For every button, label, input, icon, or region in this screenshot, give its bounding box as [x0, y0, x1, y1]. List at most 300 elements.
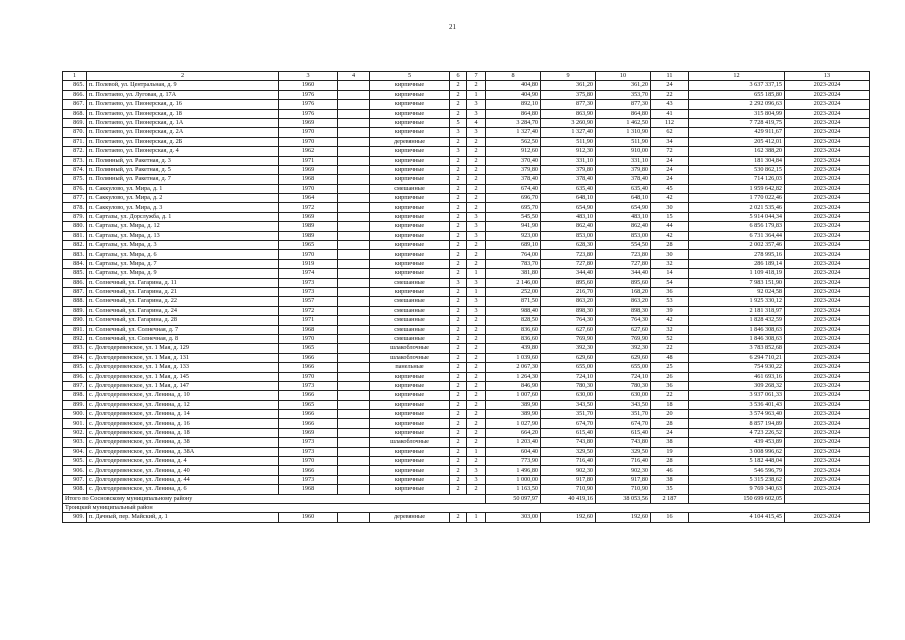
- table-cell: п. Сартазы, ул. Мира, д. 12: [87, 222, 279, 231]
- table-cell: 871.: [63, 137, 87, 146]
- table-cell: 48: [651, 353, 689, 362]
- table-cell: п. Саккулово, ул. Мира, д. 3: [87, 203, 279, 212]
- table-cell: кирпичные: [370, 457, 450, 466]
- table-cell: кирпичные: [370, 447, 450, 456]
- table-cell: 900.: [63, 410, 87, 419]
- table-cell: 351,70: [596, 410, 651, 419]
- table-cell: 439 453,89: [689, 438, 785, 447]
- table-cell: 867.: [63, 100, 87, 109]
- table-cell: 2: [467, 353, 486, 362]
- table-row: [63, 334, 870, 343]
- table-cell: [338, 297, 370, 306]
- table-cell: 716,40: [541, 457, 596, 466]
- table-cell: 1974: [279, 269, 338, 278]
- table-cell: [338, 513, 370, 522]
- table-cell: 2023-2024: [785, 184, 870, 193]
- table-cell: 5: [450, 118, 467, 127]
- total-area-residential: 38 053,56: [596, 494, 651, 503]
- table-cell: 895,60: [541, 278, 596, 287]
- table-cell: 872.: [63, 147, 87, 156]
- table-cell: 892.: [63, 334, 87, 343]
- table-cell: 2023-2024: [785, 278, 870, 287]
- table-cell: п. Полетаево, ул. Пионерская, д. 18: [87, 109, 279, 118]
- table-cell: 869.: [63, 118, 87, 127]
- table-cell: [338, 400, 370, 409]
- table-cell: 2: [450, 447, 467, 456]
- table-cell: 764,30: [541, 316, 596, 325]
- table-cell: [338, 175, 370, 184]
- table-cell: 917,80: [596, 475, 651, 484]
- table-cell: 1968: [279, 485, 338, 494]
- table-cell: [338, 419, 370, 428]
- table-cell: смешанные: [370, 316, 450, 325]
- table-cell: 2023-2024: [785, 363, 870, 372]
- table-cell: 883.: [63, 250, 87, 259]
- table-cell: 2: [450, 231, 467, 240]
- table-cell: 674,70: [541, 419, 596, 428]
- table-cell: 2023-2024: [785, 316, 870, 325]
- table-cell: 2023-2024: [785, 241, 870, 250]
- table-cell: 1: [467, 90, 486, 99]
- table-cell: 2: [450, 184, 467, 193]
- table-cell: с. Долгодеревенское, ул. Ленина, д. 16: [87, 419, 279, 428]
- table-cell: 353,70: [596, 90, 651, 99]
- table-cell: 655 185,80: [689, 90, 785, 99]
- table-cell: 2023-2024: [785, 372, 870, 381]
- table-cell: 22: [651, 391, 689, 400]
- table-cell: 908.: [63, 485, 87, 494]
- table-row: [63, 325, 870, 334]
- table-cell: п. Дачный, пер. Майский, д. 1: [87, 513, 279, 522]
- table-cell: [338, 165, 370, 174]
- table-cell: 315 804,99: [689, 109, 785, 118]
- table-cell: 696,70: [486, 194, 541, 203]
- table-cell: 876.: [63, 184, 87, 193]
- table-cell: 723,80: [596, 250, 651, 259]
- table-cell: 483,10: [541, 212, 596, 221]
- table-row: [63, 344, 870, 353]
- table-cell: 2: [450, 212, 467, 221]
- table-cell: п. Полянный, ул. Ракетная, д. 5: [87, 165, 279, 174]
- table-cell: 899.: [63, 400, 87, 409]
- table-cell: 879.: [63, 212, 87, 221]
- table-cell: 1 310,90: [596, 128, 651, 137]
- table-cell: [338, 381, 370, 390]
- table-cell: 877.: [63, 194, 87, 203]
- table-cell: шлакоблочные: [370, 344, 450, 353]
- table-cell: 853,00: [541, 231, 596, 240]
- table-cell: 723,80: [541, 250, 596, 259]
- table-cell: 3: [467, 231, 486, 240]
- table-cell: 4 104 415,45: [689, 513, 785, 522]
- column-header: 5: [370, 72, 450, 81]
- table-row: [63, 203, 870, 212]
- table-cell: 2: [467, 381, 486, 390]
- table-cell: 2023-2024: [785, 485, 870, 494]
- table-cell: 331,10: [596, 156, 651, 165]
- table-cell: 836,60: [486, 325, 541, 334]
- table-cell: 2: [467, 325, 486, 334]
- table-cell: с. Долгодеревенское, ул. Ленина, д. 18: [87, 428, 279, 437]
- table-cell: 917,80: [541, 475, 596, 484]
- table-cell: с. Долгодеревенское, ул. Ленина, д. 38А: [87, 447, 279, 456]
- table-cell: п. Саккулово, ул. Мира, д. 2: [87, 194, 279, 203]
- table-cell: 53: [651, 297, 689, 306]
- table-cell: 3: [467, 278, 486, 287]
- table-cell: 1973: [279, 278, 338, 287]
- table-cell: 1965: [279, 241, 338, 250]
- table-cell: 1970: [279, 250, 338, 259]
- total-row: [63, 494, 870, 503]
- table-cell: 648,10: [541, 194, 596, 203]
- table-cell: 1968: [279, 325, 338, 334]
- table-cell: 1966: [279, 410, 338, 419]
- table-cell: 1: [467, 513, 486, 522]
- table-cell: [338, 447, 370, 456]
- table-cell: 2023-2024: [785, 259, 870, 268]
- table-cell: 1 959 642,82: [689, 184, 785, 193]
- table-row: [63, 250, 870, 259]
- table-cell: 16: [651, 513, 689, 522]
- table-row: [63, 259, 870, 268]
- table-cell: [338, 269, 370, 278]
- table-cell: п. Полянный, ул. Ракетная, д. 3: [87, 156, 279, 165]
- table-cell: 1972: [279, 203, 338, 212]
- table-cell: 1968: [279, 175, 338, 184]
- table-cell: 2: [467, 316, 486, 325]
- table-cell: 22: [651, 90, 689, 99]
- table-cell: 2: [450, 475, 467, 484]
- table-cell: 52: [651, 334, 689, 343]
- table-cell: 2: [450, 316, 467, 325]
- table-cell: 888.: [63, 297, 87, 306]
- table-cell: [338, 184, 370, 193]
- table-cell: 429 911,67: [689, 128, 785, 137]
- column-header: 11: [651, 72, 689, 81]
- table-cell: 1 496,80: [486, 466, 541, 475]
- table-cell: 1 109 418,19: [689, 269, 785, 278]
- table-cell: 2: [450, 334, 467, 343]
- table-cell: 43: [651, 100, 689, 109]
- table-cell: 2: [450, 466, 467, 475]
- table-cell: 2023-2024: [785, 325, 870, 334]
- table-cell: 3: [467, 306, 486, 315]
- table-cell: 689,10: [486, 241, 541, 250]
- table-cell: 343,50: [596, 400, 651, 409]
- table-cell: [338, 109, 370, 118]
- table-cell: 2: [467, 184, 486, 193]
- table-cell: с. Долгодеревенское, ул. Ленина, д. 6: [87, 485, 279, 494]
- table-cell: 2: [467, 485, 486, 494]
- table-cell: 2: [450, 457, 467, 466]
- table-body: [63, 81, 870, 522]
- table-cell: 615,40: [541, 428, 596, 437]
- table-row: [63, 194, 870, 203]
- table-cell: кирпичные: [370, 128, 450, 137]
- table-cell: с. Долгодеревенское, ул. Ленина, д. 44: [87, 475, 279, 484]
- table-cell: 378,40: [596, 175, 651, 184]
- table-cell: 2: [450, 438, 467, 447]
- table-cell: п. Сартазы, ул. Мира, д. 3: [87, 241, 279, 250]
- table-cell: 168,20: [596, 287, 651, 296]
- column-header: 13: [785, 72, 870, 81]
- table-cell: 1966: [279, 353, 338, 362]
- table-cell: [338, 259, 370, 268]
- table-cell: 1970: [279, 137, 338, 146]
- table-cell: 2023-2024: [785, 231, 870, 240]
- table-cell: 743,80: [541, 438, 596, 447]
- table-cell: с. Долгодеревенское, ул. Ленина, д. 14: [87, 410, 279, 419]
- table-cell: 2: [467, 372, 486, 381]
- table-row: [63, 137, 870, 146]
- total-label: Итого по Сосновскому муниципальному району: [63, 494, 486, 503]
- table-cell: 3 937 061,33: [689, 391, 785, 400]
- table-cell: 885.: [63, 269, 87, 278]
- table-cell: [338, 391, 370, 400]
- table-cell: п. Полевой, ул. Центральная, д. 9: [87, 81, 279, 90]
- table-cell: [338, 428, 370, 437]
- table-cell: 2023-2024: [785, 269, 870, 278]
- table-cell: 2023-2024: [785, 118, 870, 127]
- table-cell: [338, 475, 370, 484]
- table-cell: 28: [651, 419, 689, 428]
- table-cell: 2: [467, 334, 486, 343]
- table-cell: 743,80: [596, 438, 651, 447]
- table-cell: кирпичные: [370, 109, 450, 118]
- table-cell: 562,50: [486, 137, 541, 146]
- table-cell: 1 039,60: [486, 353, 541, 362]
- table-cell: [338, 306, 370, 315]
- table-cell: кирпичные: [370, 259, 450, 268]
- table-cell: 2: [467, 391, 486, 400]
- table-cell: 41: [651, 109, 689, 118]
- table-cell: п. Полетаево, ул. Пионерская, д. 4: [87, 147, 279, 156]
- table-row: [63, 381, 870, 390]
- table-cell: кирпичные: [370, 212, 450, 221]
- table-cell: 36: [651, 381, 689, 390]
- table-cell: [338, 466, 370, 475]
- table-cell: кирпичные: [370, 372, 450, 381]
- table-cell: с. Долгодеревенское, ул. 1 Мая, д. 145: [87, 372, 279, 381]
- table-cell: 6 856 179,83: [689, 222, 785, 231]
- table-row: [63, 391, 870, 400]
- table-cell: смешанные: [370, 297, 450, 306]
- table-cell: 30: [651, 203, 689, 212]
- table-cell: 2: [450, 137, 467, 146]
- table-cell: 32: [651, 259, 689, 268]
- table-cell: 20: [651, 410, 689, 419]
- table-cell: 1973: [279, 287, 338, 296]
- housing-register-table: [62, 71, 870, 523]
- table-cell: кирпичные: [370, 485, 450, 494]
- table-cell: [338, 372, 370, 381]
- table-cell: 554,50: [596, 241, 651, 250]
- table-cell: 2023-2024: [785, 419, 870, 428]
- table-cell: 2: [450, 428, 467, 437]
- table-row: [63, 278, 870, 287]
- table-row: [63, 419, 870, 428]
- table-cell: 912,60: [486, 147, 541, 156]
- table-cell: 895,60: [596, 278, 651, 287]
- table-cell: п. Солнечный, ул. Солнечная, д. 7: [87, 325, 279, 334]
- table-cell: 2: [467, 81, 486, 90]
- table-row: [63, 475, 870, 484]
- table-cell: 2023-2024: [785, 147, 870, 156]
- table-cell: 754 930,22: [689, 363, 785, 372]
- table-cell: 7 728 419,75: [689, 118, 785, 127]
- table-cell: 45: [651, 184, 689, 193]
- column-header: 1: [63, 72, 87, 81]
- table-cell: 724,10: [596, 372, 651, 381]
- table-cell: 2: [450, 400, 467, 409]
- table-cell: 1969: [279, 165, 338, 174]
- table-cell: 627,60: [596, 325, 651, 334]
- table-cell: 2: [467, 147, 486, 156]
- table-cell: 483,10: [596, 212, 651, 221]
- table-cell: 1 203,40: [486, 438, 541, 447]
- table-cell: 379,80: [596, 165, 651, 174]
- table-cell: 865.: [63, 81, 87, 90]
- table-cell: [338, 250, 370, 259]
- table-cell: 389,90: [486, 410, 541, 419]
- table-cell: 3 637 337,15: [689, 81, 785, 90]
- table-cell: 303,00: [486, 513, 541, 522]
- table-cell: 1970: [279, 457, 338, 466]
- table-cell: 910,00: [596, 147, 651, 156]
- table-cell: 2: [450, 269, 467, 278]
- table-cell: 3: [467, 100, 486, 109]
- table-cell: 1 000,00: [486, 475, 541, 484]
- section-header: Троицкий муниципальный район: [63, 503, 870, 512]
- table-cell: с. Долгодеревенское, ул. 1 Мая, д. 147: [87, 381, 279, 390]
- table-cell: 628,30: [541, 241, 596, 250]
- table-cell: 2: [450, 241, 467, 250]
- table-cell: 378,40: [541, 175, 596, 184]
- table-cell: 2: [467, 241, 486, 250]
- column-header: 6: [450, 72, 467, 81]
- table-cell: 14: [651, 269, 689, 278]
- table-cell: 1973: [279, 447, 338, 456]
- table-cell: п. Солнечный, ул. Солнечная, д. 8: [87, 334, 279, 343]
- table-cell: 3: [467, 297, 486, 306]
- table-cell: 891.: [63, 325, 87, 334]
- table-row: [63, 353, 870, 362]
- table-cell: 2: [450, 203, 467, 212]
- table-cell: 881.: [63, 231, 87, 240]
- table-cell: 2: [467, 344, 486, 353]
- table-cell: 286 189,14: [689, 259, 785, 268]
- table-cell: 862,40: [596, 222, 651, 231]
- table-cell: 2023-2024: [785, 513, 870, 522]
- table-cell: кирпичные: [370, 419, 450, 428]
- table-cell: 902,30: [541, 466, 596, 475]
- table-cell: [338, 353, 370, 362]
- table-cell: 864,80: [596, 109, 651, 118]
- table-cell: 716,40: [596, 457, 651, 466]
- table-cell: п. Полетаево, ул. Пионерская, д. 1А: [87, 118, 279, 127]
- table-cell: 1: [467, 269, 486, 278]
- table-cell: 780,30: [596, 381, 651, 390]
- table-cell: кирпичные: [370, 100, 450, 109]
- table-cell: 2023-2024: [785, 128, 870, 137]
- table-cell: 630,00: [596, 391, 651, 400]
- table-cell: кирпичные: [370, 381, 450, 390]
- table-cell: 461 693,16: [689, 372, 785, 381]
- table-cell: 1965: [279, 400, 338, 409]
- table-cell: 2: [467, 175, 486, 184]
- table-cell: п. Солнечный, ул. Гагарина, д. 24: [87, 306, 279, 315]
- table-cell: 674,70: [596, 419, 651, 428]
- table-cell: 252,00: [486, 287, 541, 296]
- table-cell: 912,30: [541, 147, 596, 156]
- table-cell: 870.: [63, 128, 87, 137]
- table-cell: 35: [651, 485, 689, 494]
- table-row: [63, 184, 870, 193]
- table-cell: 1970: [279, 334, 338, 343]
- table-cell: 32: [651, 325, 689, 334]
- table-cell: 863,20: [596, 297, 651, 306]
- table-cell: [338, 100, 370, 109]
- table-cell: 4: [467, 118, 486, 127]
- table-cell: 361,20: [596, 81, 651, 90]
- table-cell: 2023-2024: [785, 100, 870, 109]
- table-cell: 8 857 194,89: [689, 419, 785, 428]
- table-cell: 2023-2024: [785, 381, 870, 390]
- table-cell: 1973: [279, 381, 338, 390]
- table-cell: 2: [467, 194, 486, 203]
- table-cell: 893.: [63, 344, 87, 353]
- table-cell: кирпичные: [370, 475, 450, 484]
- table-cell: кирпичные: [370, 241, 450, 250]
- table-cell: шлакоблочные: [370, 438, 450, 447]
- table-cell: 2023-2024: [785, 447, 870, 456]
- table-cell: 2: [450, 353, 467, 362]
- table-cell: кирпичные: [370, 466, 450, 475]
- table-cell: 3: [450, 278, 467, 287]
- table-cell: 2: [467, 428, 486, 437]
- table-row: [63, 156, 870, 165]
- table-cell: 877,30: [596, 100, 651, 109]
- table-cell: 2023-2024: [785, 297, 870, 306]
- table-cell: 1 846 308,63: [689, 334, 785, 343]
- table-cell: 2023-2024: [785, 353, 870, 362]
- table-cell: 905.: [63, 457, 87, 466]
- table-cell: 2023-2024: [785, 400, 870, 409]
- table-cell: [338, 363, 370, 372]
- table-cell: [338, 194, 370, 203]
- total-area-living: 40 419,16: [541, 494, 596, 503]
- table-cell: 1 264,30: [486, 372, 541, 381]
- table-row: [63, 231, 870, 240]
- table-cell: 1971: [279, 316, 338, 325]
- table-cell: 1: [467, 287, 486, 296]
- table-row: [63, 513, 870, 522]
- table-row: [63, 363, 870, 372]
- table-cell: 2023-2024: [785, 410, 870, 419]
- table-row: [63, 297, 870, 306]
- table-cell: п. Солнечный, ул. Гагарина, д. 21: [87, 287, 279, 296]
- table-cell: 1976: [279, 109, 338, 118]
- table-cell: 62: [651, 128, 689, 137]
- table-cell: 2023-2024: [785, 457, 870, 466]
- table-cell: 878.: [63, 203, 87, 212]
- table-cell: 2: [467, 137, 486, 146]
- table-row: [63, 400, 870, 409]
- table-cell: 727,80: [596, 259, 651, 268]
- table-cell: [338, 438, 370, 447]
- table-cell: 710,90: [596, 485, 651, 494]
- table-cell: 392,30: [596, 344, 651, 353]
